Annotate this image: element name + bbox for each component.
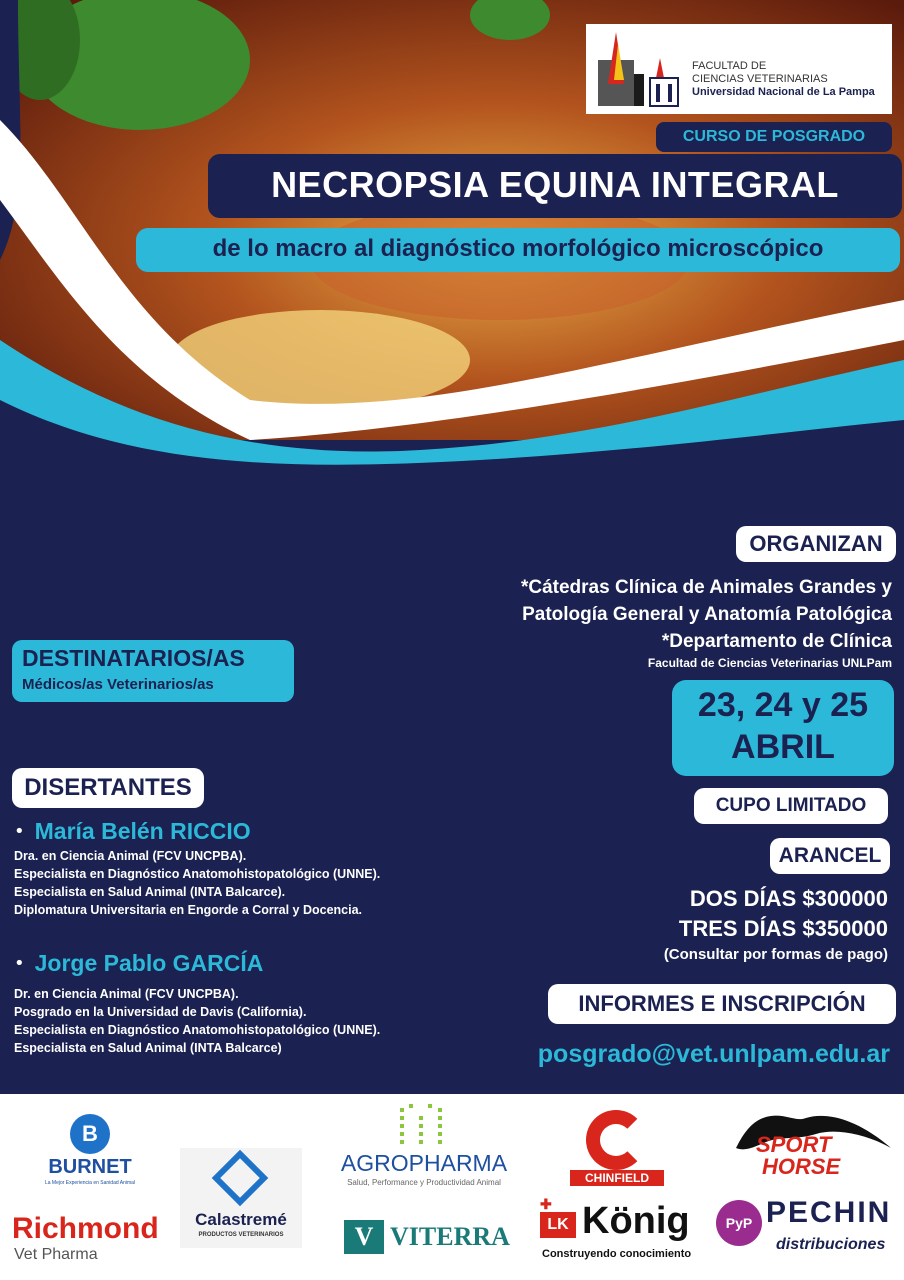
calastreme-tagline: PRODUCTOS VETERINARIOS	[198, 1232, 284, 1238]
arancel-label: ARANCEL	[778, 844, 882, 867]
institution-line-2: CIENCIAS VETERINARIAS	[692, 73, 828, 85]
bullet-icon: •	[14, 821, 25, 842]
dates-badge	[672, 680, 894, 776]
speaker-2-bio-line: Dr. en Ciencia Animal (FCV UNCPBA).	[14, 987, 239, 1001]
sponsor-viterra	[344, 1218, 520, 1258]
bullet-icon: •	[14, 953, 25, 974]
organizan-label: ORGANIZAN	[749, 531, 883, 556]
agropharma-logo-icon	[398, 1104, 444, 1144]
subtitle-banner	[136, 228, 900, 272]
price-two-days: DOS DÍAS $300000	[689, 886, 888, 911]
konig-tagline: Construyendo conocimiento	[542, 1248, 692, 1260]
burnet-name: BURNET	[48, 1156, 132, 1178]
price-three-days: TRES DÍAS $350000	[678, 916, 888, 941]
speaker-2-name: Jorge Pablo GARCÍA	[34, 950, 264, 976]
institution-logo	[586, 24, 892, 114]
sponsor-agropharma	[326, 1104, 522, 1194]
speaker-2-bio-line: Especialista en Diagnóstico Anatomohistopatológico (UNNE).	[14, 1023, 381, 1037]
organizer-line-4: Facultad de Ciencias Veterinarias UNLPam	[647, 656, 892, 670]
university-emblem-icon	[594, 30, 686, 110]
chinfield-logo-icon	[586, 1110, 646, 1170]
sponsor-richmond	[12, 1212, 182, 1272]
chinfield-name: CHINFIELD	[570, 1170, 664, 1186]
prices-block	[528, 884, 888, 966]
destinatarios-label: DESTINATARIOS/AS	[22, 645, 245, 671]
burnet-tagline: La Mejor Experiencia en Sanidad Animal	[44, 1180, 136, 1186]
informes-badge	[548, 984, 896, 1024]
viterra-logo-icon: V	[344, 1220, 384, 1254]
dates-month: ABRIL	[731, 728, 835, 766]
informes-label: INFORMES E INSCRIPCIÓN	[578, 991, 866, 1016]
contact-email[interactable]: posgrado@vet.unlpam.edu.ar	[537, 1040, 890, 1068]
burnet-logo-icon: B	[70, 1114, 110, 1154]
speaker-2-bio	[14, 985, 574, 1057]
organizer-line-3: *Departamento de Clínica	[661, 631, 892, 652]
sport-label: SPORT	[756, 1132, 832, 1157]
sponsor-burnet	[40, 1114, 140, 1194]
speaker-1-bio-line: Especialista en Diagnóstico Anatomohistopatológico (UNNE).	[14, 867, 381, 881]
speaker-2-bio-line: Especialista en Salud Animal (INTA Balcarce)	[14, 1041, 282, 1055]
page-title: NECROPSIA EQUINA INTEGRAL	[271, 164, 839, 205]
pechin-tagline: distribuciones	[776, 1236, 886, 1253]
horse-label: HORSE	[762, 1154, 841, 1179]
konig-crown-icon: ✚	[540, 1196, 552, 1212]
speaker-1-bio-line: Especialista en Salud Animal (INTA Balcarce).	[14, 885, 286, 899]
sponsor-pechin	[716, 1194, 898, 1274]
page-subtitle: de lo macro al diagnóstico morfológico microscópico	[212, 235, 824, 262]
konig-name: König	[582, 1200, 690, 1242]
cupo-badge	[694, 788, 888, 824]
course-badge	[656, 122, 892, 152]
sponsor-sport-horse	[726, 1108, 896, 1192]
institution-line-3: Universidad Nacional de La Pampa	[692, 86, 875, 98]
organizer-line-2: Patología General y Anatomía Patológica	[522, 604, 892, 625]
speaker-2-bio-line: Posgrado en la Universidad de Davis (California).	[14, 1005, 307, 1019]
arancel-badge	[770, 838, 890, 874]
organizer-line-1: *Cátedras Clínica de Animales Grandes y	[520, 577, 892, 598]
pechin-name: PECHIN	[766, 1196, 892, 1229]
destinatarios-value: Médicos/as Veterinarios/as	[22, 676, 214, 693]
richmond-name: Richmond	[12, 1212, 159, 1245]
speaker-2	[14, 950, 574, 1057]
agropharma-tagline: Salud, Performance y Productividad Animal	[347, 1178, 501, 1187]
pechin-logo-icon: PyP	[716, 1200, 762, 1246]
disertantes-badge	[12, 768, 204, 808]
institution-line-1: FACULTAD DE	[692, 60, 767, 72]
sponsor-konig	[540, 1196, 712, 1270]
cupo-label: CUPO LIMITADO	[715, 795, 867, 816]
course-badge-label: CURSO DE POSGRADO	[682, 128, 866, 145]
sponsor-calastreme	[180, 1148, 302, 1248]
dates-days: 23, 24 y 25	[697, 686, 869, 724]
organizers-block	[332, 574, 892, 671]
disertantes-label: DISERTANTES	[24, 774, 192, 801]
payment-note: (Consultar por formas de pago)	[663, 946, 888, 963]
viterra-name: VITERRA	[390, 1222, 510, 1251]
destinatarios-badge	[12, 640, 294, 702]
speaker-1-name: María Belén RICCIO	[34, 818, 251, 844]
organizan-badge	[736, 526, 896, 562]
richmond-tagline: Vet Pharma	[14, 1246, 98, 1263]
speaker-1	[14, 818, 574, 919]
speaker-1-bio-line: Dra. en Ciencia Animal (FCV UNCPBA).	[14, 849, 247, 863]
sponsor-chinfield	[570, 1110, 664, 1190]
speaker-1-bio-line: Diplomatura Universitaria en Engorde a Corral y Docencia.	[14, 903, 363, 917]
konig-lk: LK	[540, 1212, 576, 1238]
calastreme-logo-icon	[212, 1150, 269, 1207]
sponsors-strip	[0, 1094, 904, 1280]
speaker-1-bio	[14, 847, 574, 919]
title-banner	[208, 154, 902, 218]
calastreme-name: Calastremé	[195, 1210, 287, 1229]
agropharma-name: AGROPHARMA	[340, 1150, 508, 1176]
